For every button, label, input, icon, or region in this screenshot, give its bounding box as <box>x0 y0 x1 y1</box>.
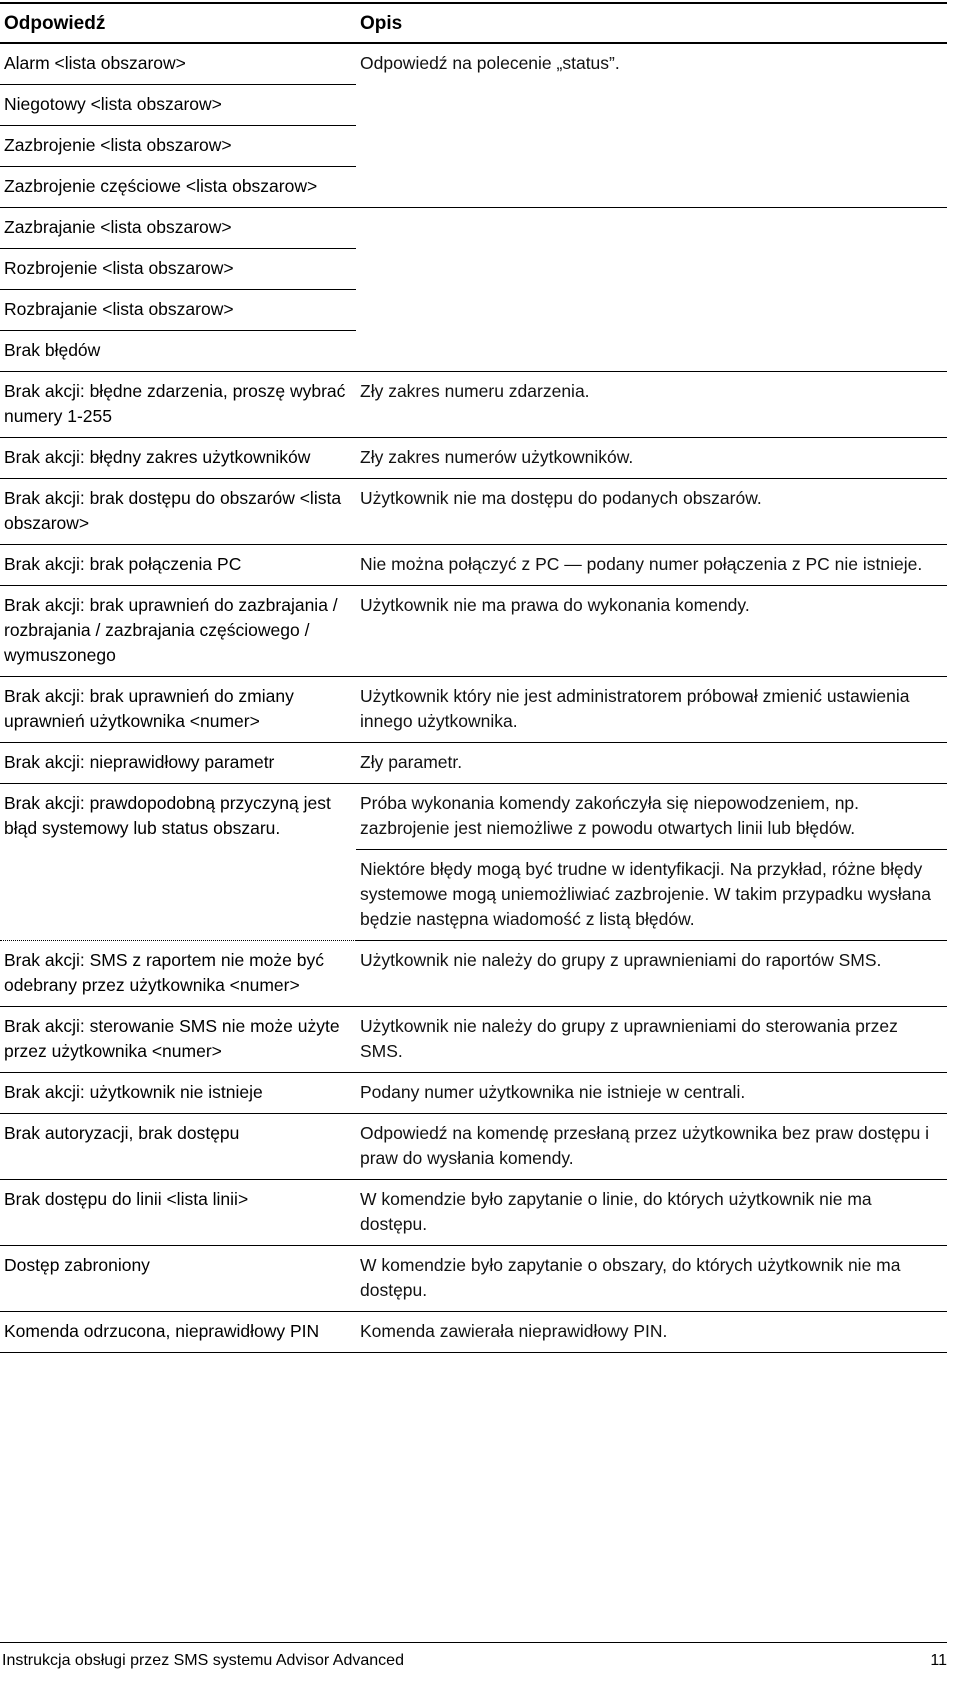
response-cell: Brak akcji: prawdopodobną przyczyną jest błąd systemowy lub status obszaru. <box>0 784 356 941</box>
description-cell: Podany numer użytkownika nie istnieje w centrali. <box>356 1073 947 1114</box>
column-header-response: Odpowiedź <box>0 3 356 43</box>
description-cell: Zły zakres numeru zdarzenia. <box>356 372 947 438</box>
table-row <box>0 208 947 249</box>
table-row <box>0 1007 947 1073</box>
description-cell: Niektóre błędy mogą być trudne w identyfikacji. Na przykład, różne błędy systemowe mogą uniemożliwiać zazbrojenie. W takim przypadku wysłana będzie następna wiadomość z listą błędów. <box>356 850 947 941</box>
response-cell: Brak akcji: użytkownik nie istnieje <box>0 1073 356 1114</box>
footer-title: Instrukcja obsługi przez SMS systemu Advisor Advanced <box>2 1652 404 1669</box>
description-cell: Próba wykonania komendy zakończyła się niepowodzeniem, np. zazbrojenie jest niemożliwe z powodu otwartych linii lub błędów. <box>356 784 947 850</box>
response-cell: Rozbrojenie <lista obszarow> <box>0 249 356 290</box>
description-cell: W komendzie było zapytanie o obszary, do których użytkownik nie ma dostępu. <box>356 1246 947 1312</box>
response-cell: Brak akcji: nieprawidłowy parametr <box>0 743 356 784</box>
description-cell: Użytkownik który nie jest administratorem próbował zmienić ustawienia innego użytkownika. <box>356 677 947 743</box>
response-cell: Zazbrojenie częściowe <lista obszarow> <box>0 167 356 208</box>
description-cell: Odpowiedź na komendę przesłaną przez użytkownika bez praw dostępu i praw do wysłania komendy. <box>356 1114 947 1180</box>
description-cell: Zły zakres numerów użytkowników. <box>356 438 947 479</box>
description-cell <box>356 208 947 372</box>
table-row <box>0 1114 947 1180</box>
table-header-row <box>0 3 947 43</box>
response-cell: Niegotowy <lista obszarow> <box>0 85 356 126</box>
table-row <box>0 1246 947 1312</box>
table-row <box>0 784 947 850</box>
response-cell: Rozbrajanie <lista obszarow> <box>0 290 356 331</box>
description-cell: Zły parametr. <box>356 743 947 784</box>
description-cell: Użytkownik nie ma prawa do wykonania komendy. <box>356 586 947 677</box>
table-row <box>0 586 947 677</box>
table-row <box>0 545 947 586</box>
table-row <box>0 438 947 479</box>
description-cell: Odpowiedź na polecenie „status”. <box>356 43 947 208</box>
page-footer <box>0 1642 947 1669</box>
response-cell: Zazbrajanie <lista obszarow> <box>0 208 356 249</box>
table-row <box>0 743 947 784</box>
response-cell: Brak błędów <box>0 331 356 372</box>
response-cell: Brak akcji: brak uprawnień do zmiany uprawnień użytkownika <numer> <box>0 677 356 743</box>
table-row <box>0 1312 947 1353</box>
response-cell: Brak akcji: brak połączenia PC <box>0 545 356 586</box>
response-cell: Brak akcji: brak dostępu do obszarów <lista obszarow> <box>0 479 356 545</box>
page-number: 11 <box>930 1652 947 1669</box>
table-row <box>0 479 947 545</box>
table-row <box>0 941 947 1007</box>
response-cell: Brak akcji: sterowanie SMS nie może użyte przez użytkownika <numer> <box>0 1007 356 1073</box>
description-cell: Komenda zawierała nieprawidłowy PIN. <box>356 1312 947 1353</box>
table-row <box>0 1073 947 1114</box>
table-row <box>0 1180 947 1246</box>
response-cell: Dostęp zabroniony <box>0 1246 356 1312</box>
response-cell: Brak akcji: brak uprawnień do zazbrajania / rozbrajania / zazbrajania częściowego / wymuszonego <box>0 586 356 677</box>
response-cell: Brak akcji: błędny zakres użytkowników <box>0 438 356 479</box>
response-cell: Brak dostępu do linii <lista linii> <box>0 1180 356 1246</box>
description-cell: Nie można połączyć z PC — podany numer połączenia z PC nie istnieje. <box>356 545 947 586</box>
response-cell: Brak akcji: błędne zdarzenia, proszę wybrać numery 1-255 <box>0 372 356 438</box>
description-cell: Użytkownik nie należy do grupy z uprawnieniami do sterowania przez SMS. <box>356 1007 947 1073</box>
response-cell: Zazbrojenie <lista obszarow> <box>0 126 356 167</box>
description-cell: Użytkownik nie należy do grupy z uprawnieniami do raportów SMS. <box>356 941 947 1007</box>
response-cell: Brak akcji: SMS z raportem nie może być odebrany przez użytkownika <numer> <box>0 941 356 1007</box>
table-row <box>0 372 947 438</box>
response-cell: Brak autoryzacji, brak dostępu <box>0 1114 356 1180</box>
column-header-description: Opis <box>356 3 947 43</box>
description-cell: W komendzie było zapytanie o linie, do których użytkownik nie ma dostępu. <box>356 1180 947 1246</box>
response-cell: Alarm <lista obszarow> <box>0 43 356 85</box>
description-cell: Użytkownik nie ma dostępu do podanych obszarów. <box>356 479 947 545</box>
table-row <box>0 43 947 85</box>
response-table <box>0 2 947 1353</box>
table-row <box>0 677 947 743</box>
response-cell: Komenda odrzucona, nieprawidłowy PIN <box>0 1312 356 1353</box>
